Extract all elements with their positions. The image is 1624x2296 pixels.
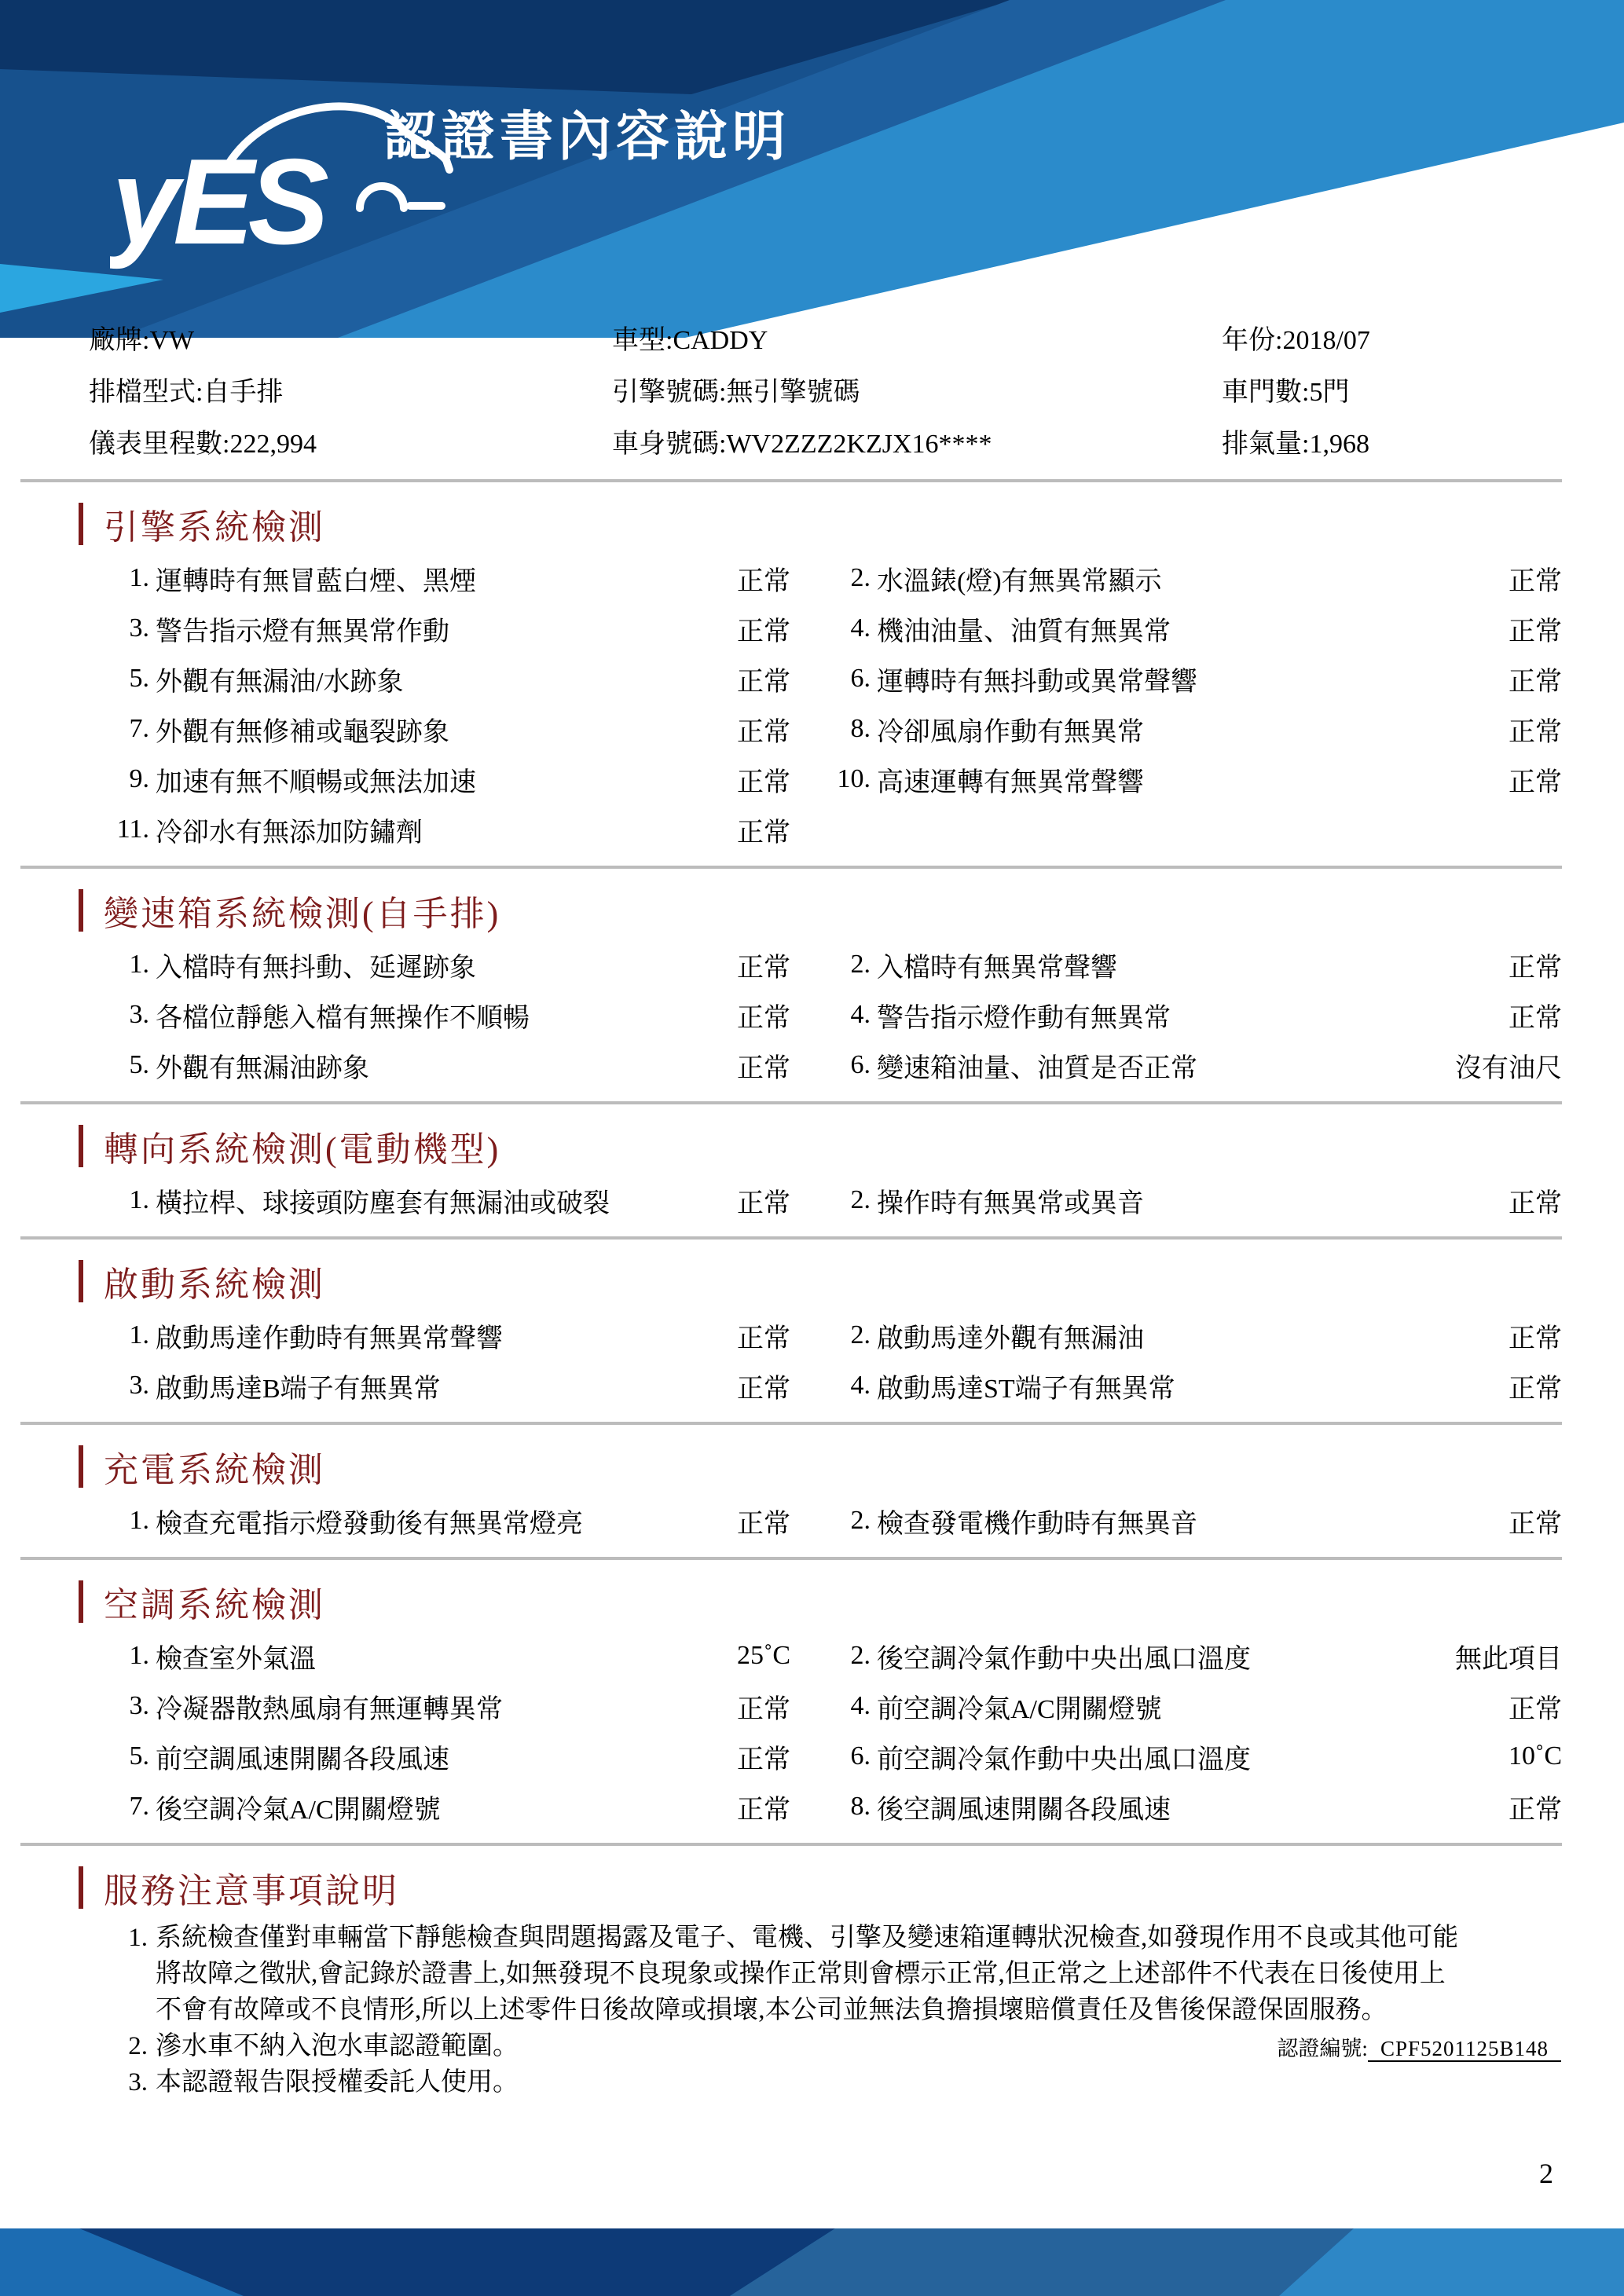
item-result: 正常	[737, 1745, 790, 1774]
checklist-row	[0, 1040, 1624, 1090]
section-heading	[79, 1445, 1624, 1488]
info-value: 5門	[1309, 378, 1350, 407]
item-label: 檢查室外氣溫	[156, 1644, 316, 1674]
section-heading	[79, 503, 1624, 545]
item-result: 10˚C	[1509, 1741, 1562, 1771]
item-number: 1.	[129, 1185, 149, 1214]
section-title-bar	[79, 1580, 83, 1623]
item-result: 正常	[737, 566, 790, 596]
document-body	[0, 325, 1624, 2100]
item-result: 正常	[1509, 1188, 1562, 1218]
section-title: 啟動系統檢測	[104, 1265, 325, 1304]
item-label: 檢查發電機作動時有無異音	[877, 1509, 1197, 1539]
section	[0, 869, 1624, 1090]
item-result: 沒有油尺	[1455, 1053, 1562, 1083]
section	[0, 1104, 1624, 1225]
cert-line	[1277, 2031, 1561, 2062]
item-number: 5.	[129, 1741, 149, 1771]
info-value: VW	[149, 326, 195, 355]
checklist-row	[0, 553, 1624, 603]
section-rows	[0, 1623, 1624, 1832]
item-result: 正常	[737, 953, 790, 983]
item-result: 正常	[737, 767, 790, 797]
info-label: 車身號碼:	[612, 430, 727, 459]
item-number: 8.	[850, 714, 871, 743]
info-label: 廠牌:	[89, 326, 150, 355]
item-label: 警告指示燈有無異常作動	[156, 617, 449, 646]
item-result: 正常	[737, 1374, 790, 1404]
item-label: 入檔時有無異常聲響	[877, 953, 1117, 983]
item-result: 正常	[737, 1324, 790, 1353]
note-number: 1.	[128, 1924, 148, 1952]
page-title: 認證書內容說明	[383, 107, 791, 167]
info-value: CADDY	[673, 326, 768, 355]
info-value: 無引擎號碼	[726, 378, 860, 407]
item-label: 冷凝器散熱風扇有無運轉異常	[156, 1694, 503, 1724]
item-number: 2.	[850, 563, 871, 592]
item-number: 5.	[129, 664, 149, 693]
item-result: 正常	[1509, 617, 1562, 646]
checklist-row	[0, 939, 1624, 990]
item-number: 2.	[850, 1320, 871, 1349]
item-number: 2.	[850, 950, 871, 979]
item-number: 1.	[129, 950, 149, 979]
info-field	[89, 429, 612, 460]
section-title-bar	[79, 1445, 83, 1488]
item-number: 4.	[850, 1371, 871, 1400]
item-label: 外觀有無漏油跡象	[156, 1053, 369, 1083]
note-number: 3.	[128, 2068, 148, 2096]
info-label: 排檔型式:	[89, 378, 203, 407]
item-label: 水溫錶(燈)有無異常顯示	[877, 566, 1162, 596]
info-label: 車門數:	[1222, 378, 1310, 407]
item-number: 11.	[116, 815, 149, 844]
item-result: 正常	[1509, 1374, 1562, 1404]
sections	[0, 482, 1624, 1846]
info-field	[89, 325, 612, 357]
item-label: 變速箱油量、油質是否正常	[877, 1053, 1197, 1083]
section-title-bar	[79, 1260, 83, 1302]
item-result: 無此項目	[1455, 1644, 1562, 1674]
note-item	[115, 1920, 1562, 2028]
checklist-row	[0, 1360, 1624, 1411]
info-value: 2018/07	[1282, 326, 1370, 355]
section-rows	[0, 1488, 1624, 1546]
section	[0, 1560, 1624, 1832]
vehicle-info	[0, 325, 1624, 460]
checklist-row	[0, 654, 1624, 704]
checklist-row	[0, 1681, 1624, 1731]
notes-section	[0, 1846, 1624, 2100]
item-label: 前空調冷氣A/C開關燈號	[877, 1694, 1162, 1724]
item-label: 外觀有無漏油/水跡象	[156, 667, 404, 697]
info-value: 1,968	[1309, 430, 1369, 459]
section-title: 轉向系統檢測(電動機型)	[104, 1130, 501, 1169]
section	[0, 482, 1624, 855]
info-field	[612, 377, 1222, 408]
item-number: 6.	[850, 664, 871, 693]
info-field	[612, 429, 1222, 460]
section-title: 引擎系統檢測	[104, 508, 325, 547]
item-result: 正常	[737, 1053, 790, 1083]
info-label: 引擎號碼:	[612, 378, 727, 407]
item-label: 前空調風速開關各段風速	[156, 1745, 449, 1774]
section-heading	[79, 889, 1624, 932]
item-number: 6.	[850, 1741, 871, 1771]
checklist-row	[0, 1631, 1624, 1681]
item-result: 正常	[737, 667, 790, 697]
item-number: 4.	[850, 1000, 871, 1029]
checklist-row	[0, 1731, 1624, 1782]
logo-text: yES	[112, 134, 323, 269]
checklist-row	[0, 603, 1624, 654]
item-number: 7.	[129, 714, 149, 743]
note-line: 滲水車不納入泡水車認證範圍。	[156, 2032, 519, 2060]
item-label: 檢查充電指示燈發動後有無異常燈亮	[156, 1509, 583, 1539]
item-label: 後空調風速開關各段風速	[877, 1795, 1171, 1825]
notes-list	[0, 1909, 1624, 2100]
item-result: 正常	[1509, 1509, 1562, 1539]
item-label: 冷卻風扇作動有無異常	[877, 717, 1144, 747]
item-result: 正常	[737, 1188, 790, 1218]
item-label: 啟動馬達作動時有無異常聲響	[156, 1324, 503, 1353]
note-number: 2.	[128, 2032, 148, 2060]
note-text	[156, 2064, 1562, 2100]
section-heading	[79, 1866, 1624, 1909]
section-title-bar	[79, 1125, 83, 1167]
item-label: 冷卻水有無添加防鏽劑	[156, 818, 423, 848]
item-result: 正常	[1509, 953, 1562, 983]
item-number: 1.	[129, 1320, 149, 1349]
info-label: 排氣量:	[1222, 430, 1310, 459]
item-result: 正常	[1509, 1003, 1562, 1033]
item-number: 4.	[850, 1691, 871, 1720]
item-label: 高速運轉有無異常聲響	[877, 767, 1144, 797]
section-rows	[0, 932, 1624, 1090]
item-result: 正常	[737, 1694, 790, 1724]
item-result: 正常	[1509, 1795, 1562, 1825]
item-number: 1.	[129, 1641, 149, 1670]
section	[0, 1425, 1624, 1546]
checklist-row	[0, 704, 1624, 754]
item-number: 7.	[129, 1792, 149, 1821]
item-number: 3.	[129, 1371, 149, 1400]
section-title: 空調系統檢測	[104, 1586, 325, 1624]
info-field	[1222, 377, 1562, 408]
cert-label: 認證編號:	[1277, 2037, 1368, 2060]
info-label: 儀表里程數:	[89, 430, 230, 459]
item-number: 9.	[129, 764, 149, 793]
note-line: 將故障之徵狀,會記錄於證書上,如無發現不良現象或操作正常則會標示正常,但正常之上述部件不代表在日後使用上	[156, 1960, 1446, 1988]
item-label: 各檔位靜態入檔有無操作不順暢	[156, 1003, 530, 1033]
item-result: 正常	[1509, 767, 1562, 797]
info-label: 年份:	[1222, 326, 1283, 355]
item-result: 25˚C	[737, 1641, 790, 1670]
item-label: 後空調冷氣A/C開關燈號	[156, 1795, 441, 1825]
section	[0, 1240, 1624, 1411]
item-label: 啟動馬達外觀有無漏油	[877, 1324, 1144, 1353]
item-number: 3.	[129, 613, 149, 643]
note-line: 本認證報告限授權委託人使用。	[156, 2068, 519, 2096]
item-label: 橫拉桿、球接頭防塵套有無漏油或破裂	[156, 1188, 610, 1218]
item-result: 正常	[1509, 566, 1562, 596]
section-heading	[79, 1125, 1624, 1167]
info-value: WV2ZZZ2KZJX16****	[726, 430, 992, 459]
section-title-bar	[79, 503, 83, 545]
item-number: 5.	[129, 1050, 149, 1079]
item-label: 前空調冷氣作動中央出風口溫度	[877, 1745, 1251, 1774]
section-title: 變速箱系統檢測(自手排)	[104, 895, 501, 933]
item-number: 3.	[129, 1000, 149, 1029]
checklist-row	[0, 754, 1624, 804]
item-number: 3.	[129, 1691, 149, 1720]
item-label: 加速有無不順暢或無法加速	[156, 767, 476, 797]
item-result: 正常	[737, 717, 790, 747]
cert-number: CPF5201125B148	[1368, 2037, 1561, 2062]
item-label: 運轉時有無冒藍白煙、黑煙	[156, 566, 476, 596]
item-label: 入檔時有無抖動、延遲跡象	[156, 953, 476, 983]
section-title-bar	[79, 889, 83, 932]
info-label: 車型:	[612, 326, 673, 355]
page-number: 2	[1539, 2158, 1553, 2189]
item-result: 正常	[737, 1003, 790, 1033]
item-number: 2.	[850, 1641, 871, 1670]
checklist-row	[0, 1782, 1624, 1832]
item-result: 正常	[1509, 1694, 1562, 1724]
section-rows	[0, 1302, 1624, 1411]
section-rows	[0, 1167, 1624, 1225]
section-heading	[79, 1260, 1624, 1302]
info-value: 222,994	[229, 430, 317, 459]
item-result: 正常	[1509, 667, 1562, 697]
item-label: 啟動馬達ST端子有無異常	[877, 1374, 1175, 1404]
footer-banner	[0, 2228, 1624, 2296]
item-number: 2.	[850, 1185, 871, 1214]
checklist-row	[0, 804, 1624, 855]
item-number: 1.	[129, 563, 149, 592]
checklist-row	[0, 1175, 1624, 1225]
info-field	[89, 377, 612, 408]
info-field	[1222, 429, 1562, 460]
section-rows	[0, 545, 1624, 855]
item-result: 正常	[1509, 1324, 1562, 1353]
item-number: 4.	[850, 613, 871, 643]
checklist-row	[0, 1310, 1624, 1360]
item-label: 機油油量、油質有無異常	[877, 617, 1171, 646]
notes-title: 服務注意事項說明	[104, 1872, 399, 1910]
item-label: 操作時有無異常或異音	[877, 1188, 1144, 1218]
info-value: 自手排	[203, 378, 284, 407]
note-text	[156, 1920, 1562, 2028]
item-label: 啟動馬達B端子有無異常	[156, 1374, 441, 1404]
item-result: 正常	[737, 818, 790, 848]
item-result: 正常	[1509, 717, 1562, 747]
note-line: 不會有故障或不良情形,所以上述零件日後故障或損壞,本公司並無法負擔損壞賠償責任及售後保證保固服務。	[156, 1996, 1388, 2024]
item-number: 6.	[850, 1050, 871, 1079]
item-number: 10.	[837, 764, 871, 793]
item-number: 8.	[850, 1792, 871, 1821]
section-title: 充電系統檢測	[104, 1451, 325, 1489]
note-line: 系統檢查僅對車輛當下靜態檢查與問題揭露及電子、電機、引擎及變速箱運轉狀況檢查,如發現作用不良或其他可能	[156, 1924, 1459, 1952]
checklist-row	[0, 990, 1624, 1040]
item-number: 1.	[129, 1506, 149, 1535]
item-result: 正常	[737, 1795, 790, 1825]
item-label: 警告指示燈作動有無異常	[877, 1003, 1171, 1033]
checklist-row	[0, 1496, 1624, 1546]
item-label: 外觀有無修補或龜裂跡象	[156, 717, 449, 747]
info-field	[612, 325, 1222, 357]
item-number: 2.	[850, 1506, 871, 1535]
item-label: 運轉時有無抖動或異常聲響	[877, 667, 1197, 697]
section-heading	[79, 1580, 1624, 1623]
section-title-bar	[79, 1866, 83, 1909]
item-result: 正常	[737, 617, 790, 646]
info-field	[1222, 325, 1562, 357]
item-result: 正常	[737, 1509, 790, 1539]
item-label: 後空調冷氣作動中央出風口溫度	[877, 1644, 1251, 1674]
note-item	[115, 2064, 1562, 2100]
